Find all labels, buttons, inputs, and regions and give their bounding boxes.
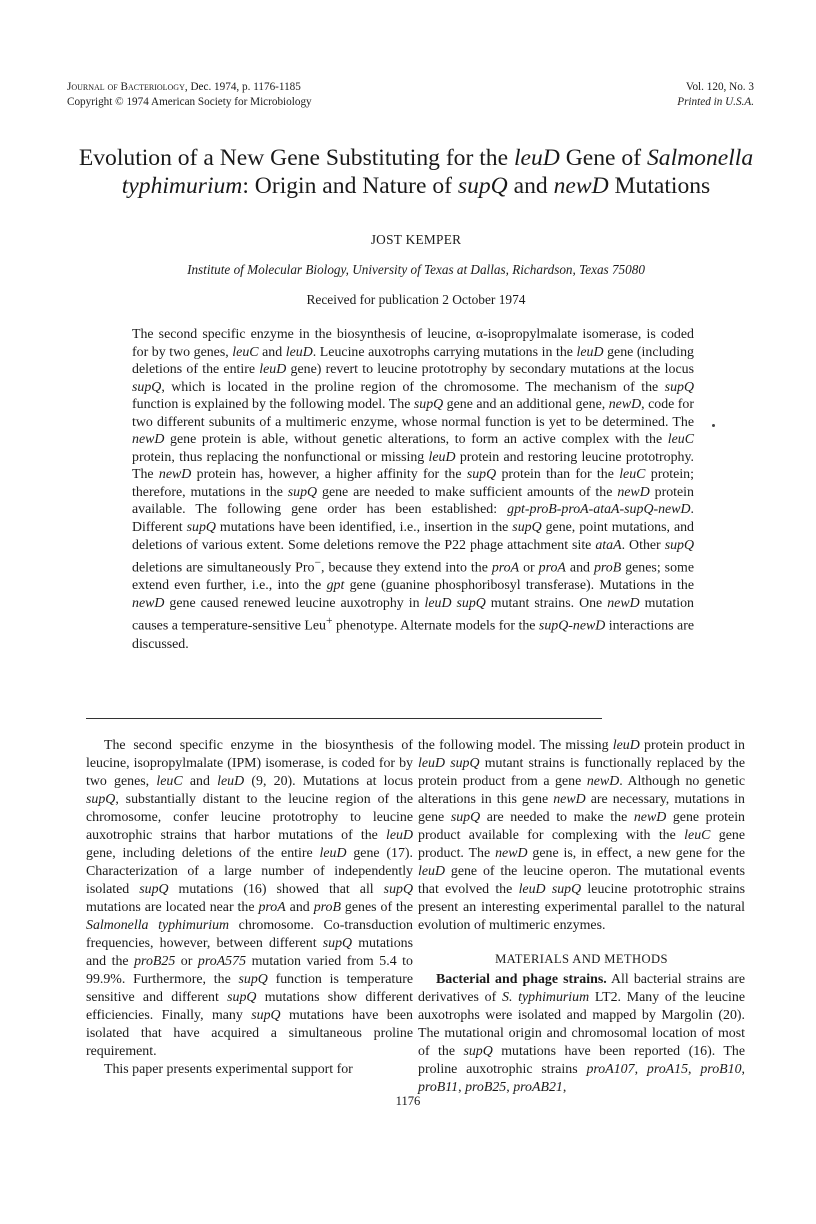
author-affiliation: Institute of Molecular Biology, University of Texas at Dallas, Richardson, Texas 75080 <box>187 262 645 277</box>
volume-number: Vol. 120, No. 3 <box>685 81 754 93</box>
printed-location: Printed in U.S.A. <box>677 96 754 108</box>
journal-citation <box>67 80 312 110</box>
article-title: Evolution of a New Gene Substituting for the leuD Gene of Salmonella typhimurium: Origin and Nature of supQ and newD Mutations <box>78 145 754 199</box>
body-column-left <box>86 737 413 1079</box>
page-number: 1176 <box>395 1094 421 1108</box>
journal-name: Journal of Bacteriology <box>67 81 185 93</box>
received-date: Received for publication 2 October 1974 <box>306 292 526 307</box>
copyright-line: Copyright © 1974 American Society for Microbiology <box>67 96 312 108</box>
strains-subheading: Bacterial and phage strains. <box>436 972 607 987</box>
methods-paragraph: Bacterial and phage strains. All bacterial strains are derivatives of S. typhimurium LT2. Many of the leucine auxotrophs were isolated and mapped by Margolin (20). The mutational origin and chromosomal location of most of the supQ mutations have been reported (16). The proline auxotrophic strains proA107, proA15, proB10, proB11, proB25, proAB21, <box>418 972 746 1095</box>
author-name: JOST KEMPER <box>370 232 462 247</box>
journal-issue: , Dec. 1974, p. 1176-1185 <box>184 81 301 93</box>
stray-mark <box>712 424 715 427</box>
body-column-right <box>418 737 745 1097</box>
abstract: The second specific enzyme in the biosynthesis of leucine, α-isopropylmalate isomerase, is coded for by two genes, leuC and leuD. Leucine auxotrophs carrying mutations in the leuD gene (including deletions of the entire leuD gene) revert to leucine prototrophy by secondary mutations at the locus supQ, which is located in the proline region of the chromosome. The mechanism of the supQ function is explained by the following model. The supQ gene and an additional gene, newD, code for two different subunits of a multimeric enzyme, whose normal function is yet to be determined. The newD gene protein is able, without genetic alterations, to form an active complex with the leuC protein, thus replacing the nonfunctional or missing leuD protein and restoring leucine prototrophy. The newD protein has, however, a higher affinity for the supQ protein than for the leuC protein; therefore, mutations in the supQ gene are needed to make sufficient amounts of the newD protein available. The following gene order has been established: gpt-proB-proA-ataA-supQ-newD. Different supQ mutations have been identified, i.e., insertion in the supQ gene, point mutations, and deletions of various extent. Some deletions remove the P22 phage attachment site ataA. Other supQ deletions are simultaneously Pro−, because they extend into the proA or proA and proB genes; some extend even further, i.e., into the gpt gene (guanine phosphoribosyl transferase). Mutations in the newD gene caused renewed leucine auxotrophy in leuD supQ mutant strains. One newD mutation causes a temperature-sensitive Leu+ phenotype. Alternate models for the supQ-newD interactions are discussed. <box>132 327 695 652</box>
materials-methods-heading: MATERIALS AND METHODS <box>495 952 668 966</box>
abstract-divider <box>86 718 602 719</box>
volume-info <box>677 80 754 110</box>
intro-paragraph-1: The second specific enzyme in the biosynthesis of leucine, isopropylmalate (IPM) isomerase, is coded for by two genes, leuC and leuD (9, 20). Mutations at locus supQ, substantially distant to the leucine region of the chromosome, confer leucine prototrophy to leucine auxotrophic strains that harbor mutations of the leuD gene, including deletions of the entire leuD gene (17). Characterization of a large number of independently isolated supQ mutations (16) showed that all supQ mutations are located near the proA and proB genes of the Salmonella typhimurium chromosome. Co-transduction frequencies, however, between different supQ mutations and the proB25 or proA575 mutation varied from 5.4 to 99.9%. Furthermore, the supQ function is temperature sensitive and different supQ mutations show different efficiencies. Finally, many supQ mutations have been isolated that have acquired a simultaneous proline requirement. <box>86 738 414 1059</box>
intro-paragraph-2: This paper presents experimental support for <box>104 1062 353 1077</box>
intro-paragraph-2-cont: the following model. The missing leuD protein product in leuD supQ mutant strains is functionally replaced by the protein product from a gene newD. Although no genetic alterations in this gene newD are necessary, mutations in gene supQ are needed to make the newD gene protein product available for complexing with the leuC gene product. The newD gene is, in effect, a new gene for the leuD gene of the leucine operon. The mutational events that evolved the leuD supQ leucine prototrophic strains present an interesting experimental parallel to the natural evolution of multimeric enzymes. <box>418 738 746 933</box>
